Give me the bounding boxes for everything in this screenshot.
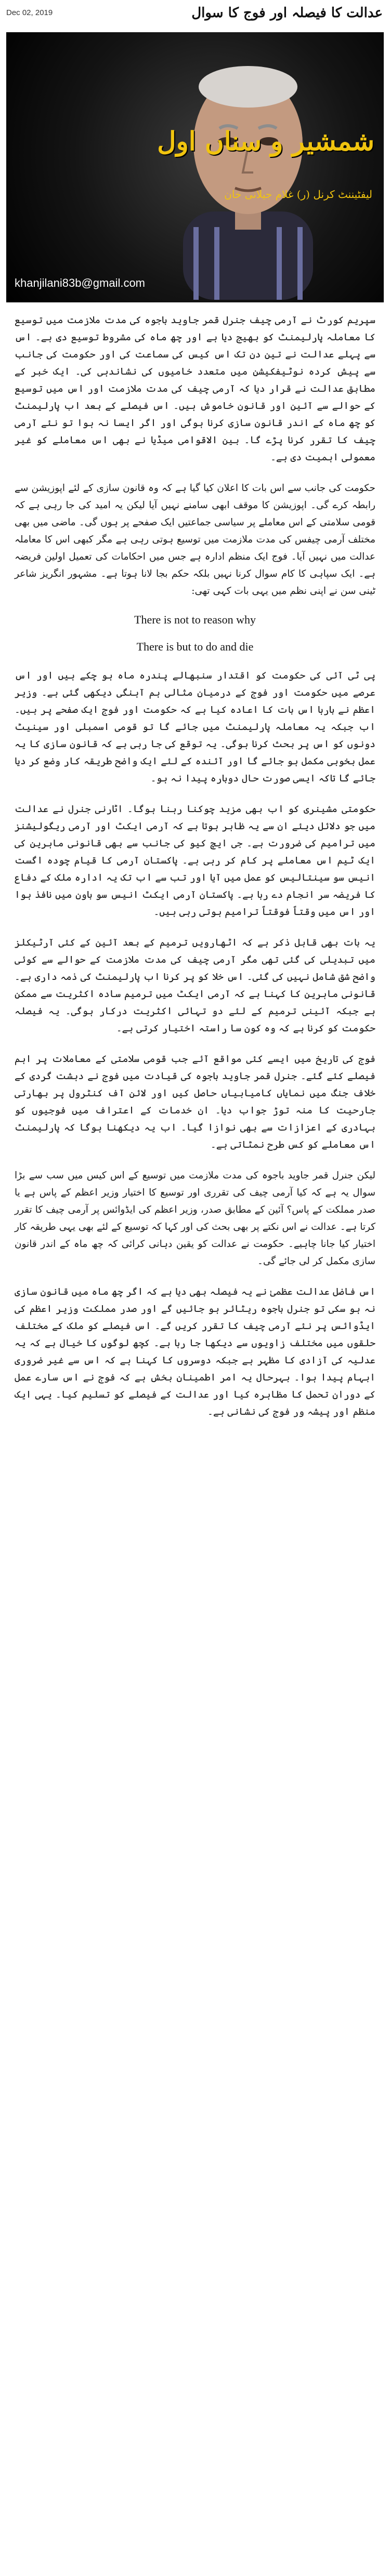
article-paragraph: لیکن جنرل قمر جاوید باجوہ کی مدت ملازمت میں توسیع کے اس کیس میں سب سے بڑا سوال یہ ہے کہ کیا آرمی چیف کی تقرری اور توسیع کا اختیار وزیر اعظم کے پاس ہے یا صدر مملکت کے پاس؟ آئین کے مطابق صدر، وزیر اعظم کی ایڈوائس پر آرمی چیف کا تقرر کرتا ہے۔ عدالت نے اس نکتے پر بھی بحث کی اور کہا کہ توسیع کے لئے بھی یہی طریقہ کار اختیار کیا جانا چاہیے۔ حکومت نے عدالت کو یقین دہانی کرائی کہ چھ ماہ کے اندر قانون سازی مکمل کر لی جائے گی۔ xyxy=(15,1170,376,1267)
column-title: شمشیر و سناں اول xyxy=(157,126,374,156)
article-paragraph: حکومتی مشینری کو اب بھی مزید چوکنا رہنا ہوگا۔ اٹارنی جنرل نے عدالت میں جو دلائل دیئے ان سے یہ ظاہر ہوتا ہے کہ آرمی ایکٹ اور آرمی ریگولیشنز میں ترامیم کی ضرورت ہے۔ جی ایچ کیو کی جانب سے بھی قانونی ماہرین کی ایک ٹیم اس معاملے پر کام کر رہی ہے۔ پاکستان آرمی کا قیام چودہ اگست انیس سو سینتالیس کو عمل میں آیا اور تب سے اب تک یہ ادارہ ملک کے دفاع کا فریضہ سر انجام دے رہا ہے۔ پاکستان آرمی ایکٹ انیس سو باون میں نافذ ہوا اور اس میں وقتاً فوقتاً ترامیم ہوتی رہی ہیں۔ xyxy=(15,804,375,918)
article-body xyxy=(15,312,375,1434)
author-email: khanjilani83b@gmail.com xyxy=(15,276,146,289)
poem-quote-line: There is not to reason why xyxy=(134,613,256,626)
article-paragraph: حکومت کی جانب سے اس بات کا اعلان کیا گیا ہے کہ وہ قانون سازی کے لئے اپوزیشن سے رابطہ کرے گی۔ اپوزیشن کا موقف ابھی سامنے نہیں آیا لیکن یہ امید کی جا رہی ہے کہ قومی سلامتی کے اس معاملے پر سیاسی جماعتیں ایک صفحے پر ہوں گی۔ ماضی میں بھی مختلف آرمی چیفس کی مدت ملازمت میں توسیع ہوتی رہی ہے مگر کبھی اس کا معاملہ عدالت میں نہیں آیا۔ فوج ایک منظم ادارہ ہے جس میں احکامات کی تعمیل اولین فریضہ ہے۔ ایک سپاہی کا کام سوال کرنا نہیں بلکہ حکم بجا لانا ہوتا ہے۔ مشہور انگریز شاعر ٹینی سن نے اپنی نظم میں یہی بات کہی تھی: xyxy=(15,483,375,596)
article-paragraph: سپریم کورٹ نے آرمی چیف جنرل قمر جاوید باجوہ کی مدت ملازمت میں توسیع کا معاملہ پارلیمنٹ کو بھیج دیا ہے اور چھ ماہ کی مشروط توسیع دی ہے۔ اس سے پہلے عدالت نے تین دن تک اس کیس کی سماعت کی اور حکومت کی جانب سے پیش کردہ نوٹیفکیشن میں متعدد خامیوں کی نشاندہی کی۔ ایک خبر کے مطابق عدالت نے قرار دیا کہ آرمی چیف کی مدت ملازمت اور اس میں توسیع کے حوالے سے آئین اور قانون خاموش ہیں۔ اس فیصلے کے بعد اب پارلیمنٹ کو چھ ماہ کے اندر قانون سازی کرنا ہوگی اور اگر ایسا نہ ہوا تو نئے آرمی چیف کا تقرر کرنا پڑے گا۔ بین الاقوامی میڈیا نے بھی اس معاملے کو غیر معمولی اہمیت دی ہے۔ xyxy=(15,315,375,463)
article-paragraph: پی ٹی آئی کی حکومت کو اقتدار سنبھالے پندرہ ماہ ہو چکے ہیں اور اس عرصے میں حکومت اور فوج کے درمیان مثالی ہم آہنگی دیکھی گئی ہے۔ وزیر اعظم نے بارہا اس بات کا اعادہ کیا ہے کہ حکومت اور فوج ایک صفحے پر ہیں۔ اب جبکہ یہ معاملہ پارلیمنٹ میں جائے گا تو قومی اسمبلی اور سینیٹ دونوں کو اس پر بحث کرنا ہوگی۔ یہ توقع کی جا رہی ہے کہ قانون سازی کا یہ عمل بخوبی مکمل ہو جائے گا اور آئندہ کے لئے ایک واضح طریقہ کار وضع کر دیا جائے گا تاکہ ایسی صورت حال دوبارہ پیدا نہ ہو۔ xyxy=(15,670,375,784)
article-headline: عدالت کا فیصلہ اور فوج کا سوال xyxy=(191,5,383,21)
poem-quote-line: There is but to do and die xyxy=(136,640,254,653)
author-portrait xyxy=(162,56,334,300)
article-paragraph: یہ بات بھی قابل ذکر ہے کہ اٹھارویں ترمیم کے بعد آئین کے کئی آرٹیکلز میں تبدیلی کی گئی تھی مگر آرمی چیف کی مدت ملازمت کے حوالے سے کوئی واضح شق شامل نہیں کی گئی۔ اس خلا کو پر کرنا اب پارلیمنٹ کی ذمہ داری ہے۔ قانونی ماہرین کا کہنا ہے کہ آرمی ایکٹ میں ترمیم سادہ اکثریت سے ممکن ہے جبکہ آئینی ترمیم کے لئے دو تہائی اکثریت درکار ہوگی۔ یہ فیصلہ حکومت کو کرنا ہے کہ وہ کون سا راستہ اختیار کرتی ہے۔ xyxy=(15,937,375,1034)
publish-date: Dec 02, 2019 xyxy=(6,8,53,17)
article-paragraph: اس فاضل عدالت عظمیٰ نے یہ فیصلہ بھی دیا ہے کہ اگر چھ ماہ میں قانون سازی نہ ہو سکی تو جنرل باجوہ ریٹائر ہو جائیں گے اور صدر مملکت وزیر اعظم کی ایڈوائس پر نئے آرمی چیف کا تقرر کریں گے۔ اس فیصلے کو ملک کے مختلف حلقوں میں مختلف زاویوں سے دیکھا جا رہا ہے۔ کچھ لوگوں کا خیال ہے کہ یہ عدلیہ کی آزادی کا مظہر ہے جبکہ دوسروں کا کہنا ہے کہ اس سے غیر ضروری ابہام پیدا ہوا۔ بہرحال یہ امر اطمینان بخش ہے کہ فوج نے اس سارے عمل کے دوران تحمل کا مظاہرہ کیا اور عدالت کے فیصلے کو تسلیم کیا۔ یہی ایک منظم اور پیشہ ور فوج کی نشانی ہے۔ xyxy=(15,1286,375,1417)
columnist-banner xyxy=(6,32,384,302)
article-paragraph: فوج کی تاریخ میں ایسے کئی مواقع آئے جب قومی سلامتی کے معاملات پر اہم فیصلے کئے گئے۔ جنرل قمر جاوید باجوہ کی قیادت میں فوج نے دہشت گردی کے خلاف جنگ میں نمایاں کامیابیاں حاصل کیں اور لائن آف کنٹرول پر بھارتی جارحیت کا منہ توڑ جواب دیا۔ ان خدمات کے اعتراف میں فوجیوں کو بہادری کے اعزازات سے بھی نوازا گیا۔ اب یہ دیکھنا ہوگا کہ پارلیمنٹ اس معاملے کو کس طرح نمٹاتی ہے۔ xyxy=(15,1054,375,1150)
author-name: لیفٹیننٹ کرنل (ر) غلام جیلانی خان xyxy=(224,188,372,201)
article-header xyxy=(0,0,390,31)
